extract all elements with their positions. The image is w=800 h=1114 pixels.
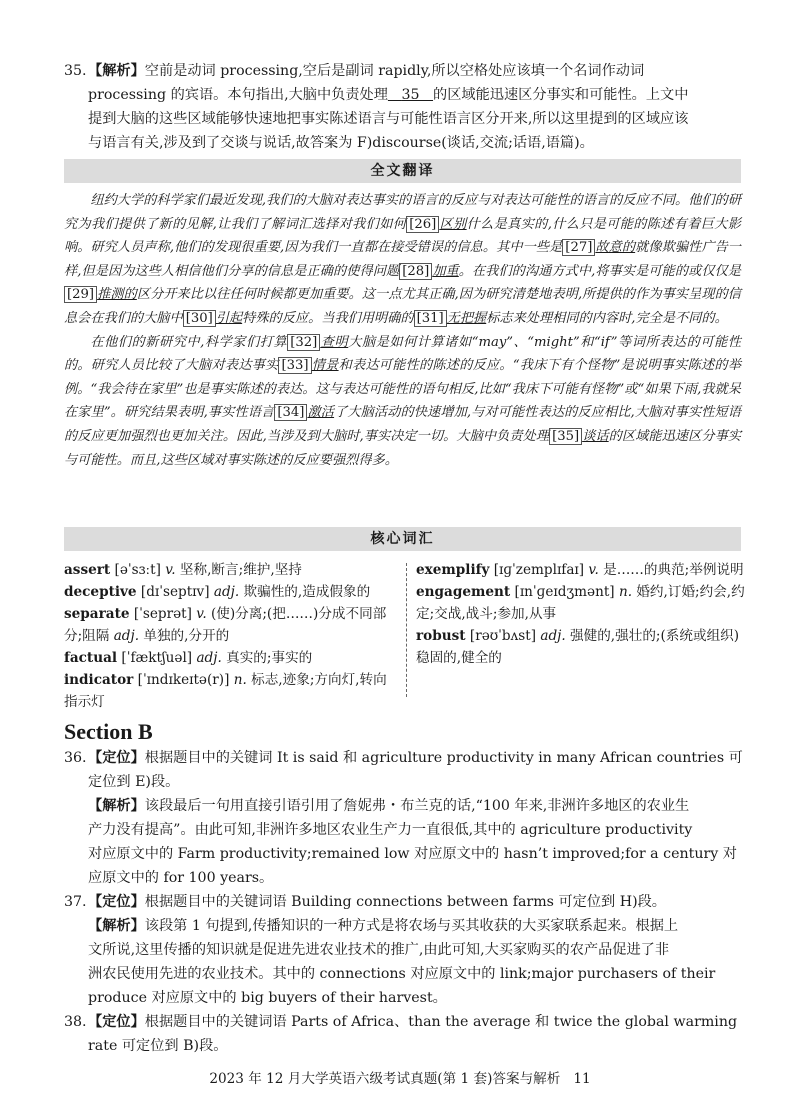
q38-analysis: 38.【定位】根据题目中的关键词语 Parts of Africa、than the average 和 twice the global warming rate 可定位到 B)段。 <box>64 1010 744 1058</box>
vocab-entry: indicator [ˈɪndɪkeɪtə(r)] n. 标志,迹象;方向灯,转向指示灯 <box>64 672 387 710</box>
blank-marker: [31] <box>414 310 447 327</box>
blank-35: 35 <box>401 87 420 103</box>
vocab-heading: 核心词汇 <box>64 527 741 551</box>
q36-analysis: 36.【定位】根据题目中的关键词 It is said 和 agriculture productivity in many African countries 可 定位到 E)段。 【解析】该段最后一句用直接引语引用了詹妮弗・布兰克的话,“100 年来,非洲许多地区的农业生 产力没有提高”。由此可知,非洲许多地区农业生产力一直很低,其中的 agriculture productivity 对应原文中的 Farm productivity;remained low 对应原文中的 hasn’t improved;for a century 对 应原文中的 for 100 years。 <box>64 746 744 890</box>
blank-marker: [28] <box>399 263 432 280</box>
blank-marker: [29] <box>64 286 97 303</box>
vocab-divider <box>406 563 407 697</box>
vocab-entry: separate [ˈseprət] v. (使)分离;(把……)分成不同部分;阻隔 adj. 单独的,分开的 <box>64 606 387 644</box>
blank-marker: [26] <box>406 216 439 233</box>
vocab-entry: exemplify [ɪɡˈzemplɪfaɪ] v. 是……的典范;举例说明 <box>416 562 744 578</box>
vocab-entry: deceptive [dɪˈseptɪv] adj. 欺骗性的,造成假象的 <box>64 584 371 600</box>
vocab-entry: assert [əˈsɜːt] v. 坚称,断言;维护,坚持 <box>64 562 302 578</box>
locate-tag: 【定位】 <box>88 750 145 766</box>
translation-heading: 全文翻译 <box>64 159 741 183</box>
vocab-entry: factual [ˈfæktʃuəl] adj. 真实的;事实的 <box>64 650 313 666</box>
analysis-tag: 【解析】 <box>88 918 145 934</box>
analysis-tag: 【解析】 <box>88 63 145 79</box>
translation-paragraph-2: 在他们的新研究中,科学家们打算 [32] 查明大脑是如何计算诸如“may”、“might”和“if”等词所表达的可能性的。研究人员比较了大脑对表达事实 [33] 情景和表达可能性的陈述的反应。“我床下有个怪物”是说明事实陈述的举例。“我会待在家里”也是事实陈述的表达。这与表达可能性的语句相反,比如“我床下可能有怪物”或“如果下雨,我就呆在家里”。研究结果表明,事实性语言 [34] 激活了大脑活动的快速增加,与对可能性表达的反应相比,大脑对事实性短语的反应更加强烈也更加关注。因此,当涉及到大脑时,事实决定一切。大脑中负责处理 [35] 谈话的区域能迅速区分事实与可能性。而且,这些区域对事实陈述的反应要强烈得多。 <box>64 334 742 468</box>
translation-body <box>64 189 741 472</box>
q37-analysis: 37.【定位】根据题目中的关键词语 Building connections between farms 可定位到 H)段。 【解析】该段第 1 句提到,传播知识的一种方式是将农场与买其收获的大买家联系起来。根据上 文所说,这里传播的知识就是促进先进农业技术的推广,由此可知,大买家购买的农产品促进了非 洲农民使用先进的农业技术。其中的 connections 对应原文中的 link;major purchasers of their produce 对应原文中的 big buyers of their harvest。 <box>64 890 744 1010</box>
translation-paragraph-1: 纽约大学的科学家们最近发现,我们的大脑对表达事实的语言的反应与对表达可能性的语言的反应不同。他们的研究为我们提供了新的见解,让我们了解词汇选择对我们如何 [26] 区别什么是真实的,什么只是可能的陈述有着巨大影响。研究人员声称,他们的发现很重要,因为我们一直都在接受错误的信息。其中一些是 [27] 故意的就像欺骗性广告一样,但是因为这些人相信他们分享的信息是正确的使得问题 [28] 加重。在我们的沟通方式中,将事实是可能的或仅仅是[29] 推测的区分开来比以往任何时候都更加重要。这一点尤其正确,因为研究清楚地表明,所提供的作为事实呈现的信息会在我们的大脑中 [30] 引起特殊的反应。当我们用明确的 [31] 无把握标志来处理相同的内容时,完全是不同的。 <box>64 193 741 326</box>
blank-marker: [33] <box>278 357 311 374</box>
vocab-column-left <box>64 559 396 713</box>
analysis-tag: 【解析】 <box>88 798 145 814</box>
blank-marker: [30] <box>183 310 216 327</box>
question-number: 38. <box>64 1014 87 1030</box>
question-number: 36. <box>64 750 87 766</box>
vocab-entry: engagement [ɪnˈɡeɪdʒmənt] n. 婚约,订婚;约会,约定;交战,战斗;参加,从事 <box>416 584 745 622</box>
locate-tag: 【定位】 <box>88 1014 145 1030</box>
blank-marker: [27] <box>562 239 595 256</box>
page-number: 11 <box>573 1071 591 1087</box>
vocab-column-right <box>416 559 748 669</box>
question-number: 35. <box>64 63 87 79</box>
locate-tag: 【定位】 <box>88 894 145 910</box>
q35-analysis: 35.【解析】空前是动词 processing,空后是副词 rapidly,所以空格处应该填一个名词作动词 processing 的宾语。本句指出,大脑中负责处理 35 的区域能迅速区分事实和可能性。上文中 提到大脑的这些区域能够快速地把事实陈述语言与可能性语言区分开来,所以这里提到的区域应该 与语言有关,涉及到了交谈与说话,故答案为 F)discourse(谈话,交流;话语,语篇)。 <box>64 59 744 155</box>
vocab-entry: robust [rəʊˈbʌst] adj. 强健的,强壮的;(系统或组织)稳固的,健全的 <box>416 628 740 666</box>
page-footer <box>0 1069 800 1089</box>
blank-marker: [34] <box>274 404 307 421</box>
question-number: 37. <box>64 894 87 910</box>
blank-marker: [35] <box>549 428 582 445</box>
section-b-title: Section B <box>64 719 153 744</box>
blank-marker: [32] <box>287 334 320 351</box>
footer-text: 2023 年 12 月大学英语六级考试真题(第 1 套)答案与解析 <box>209 1071 561 1087</box>
